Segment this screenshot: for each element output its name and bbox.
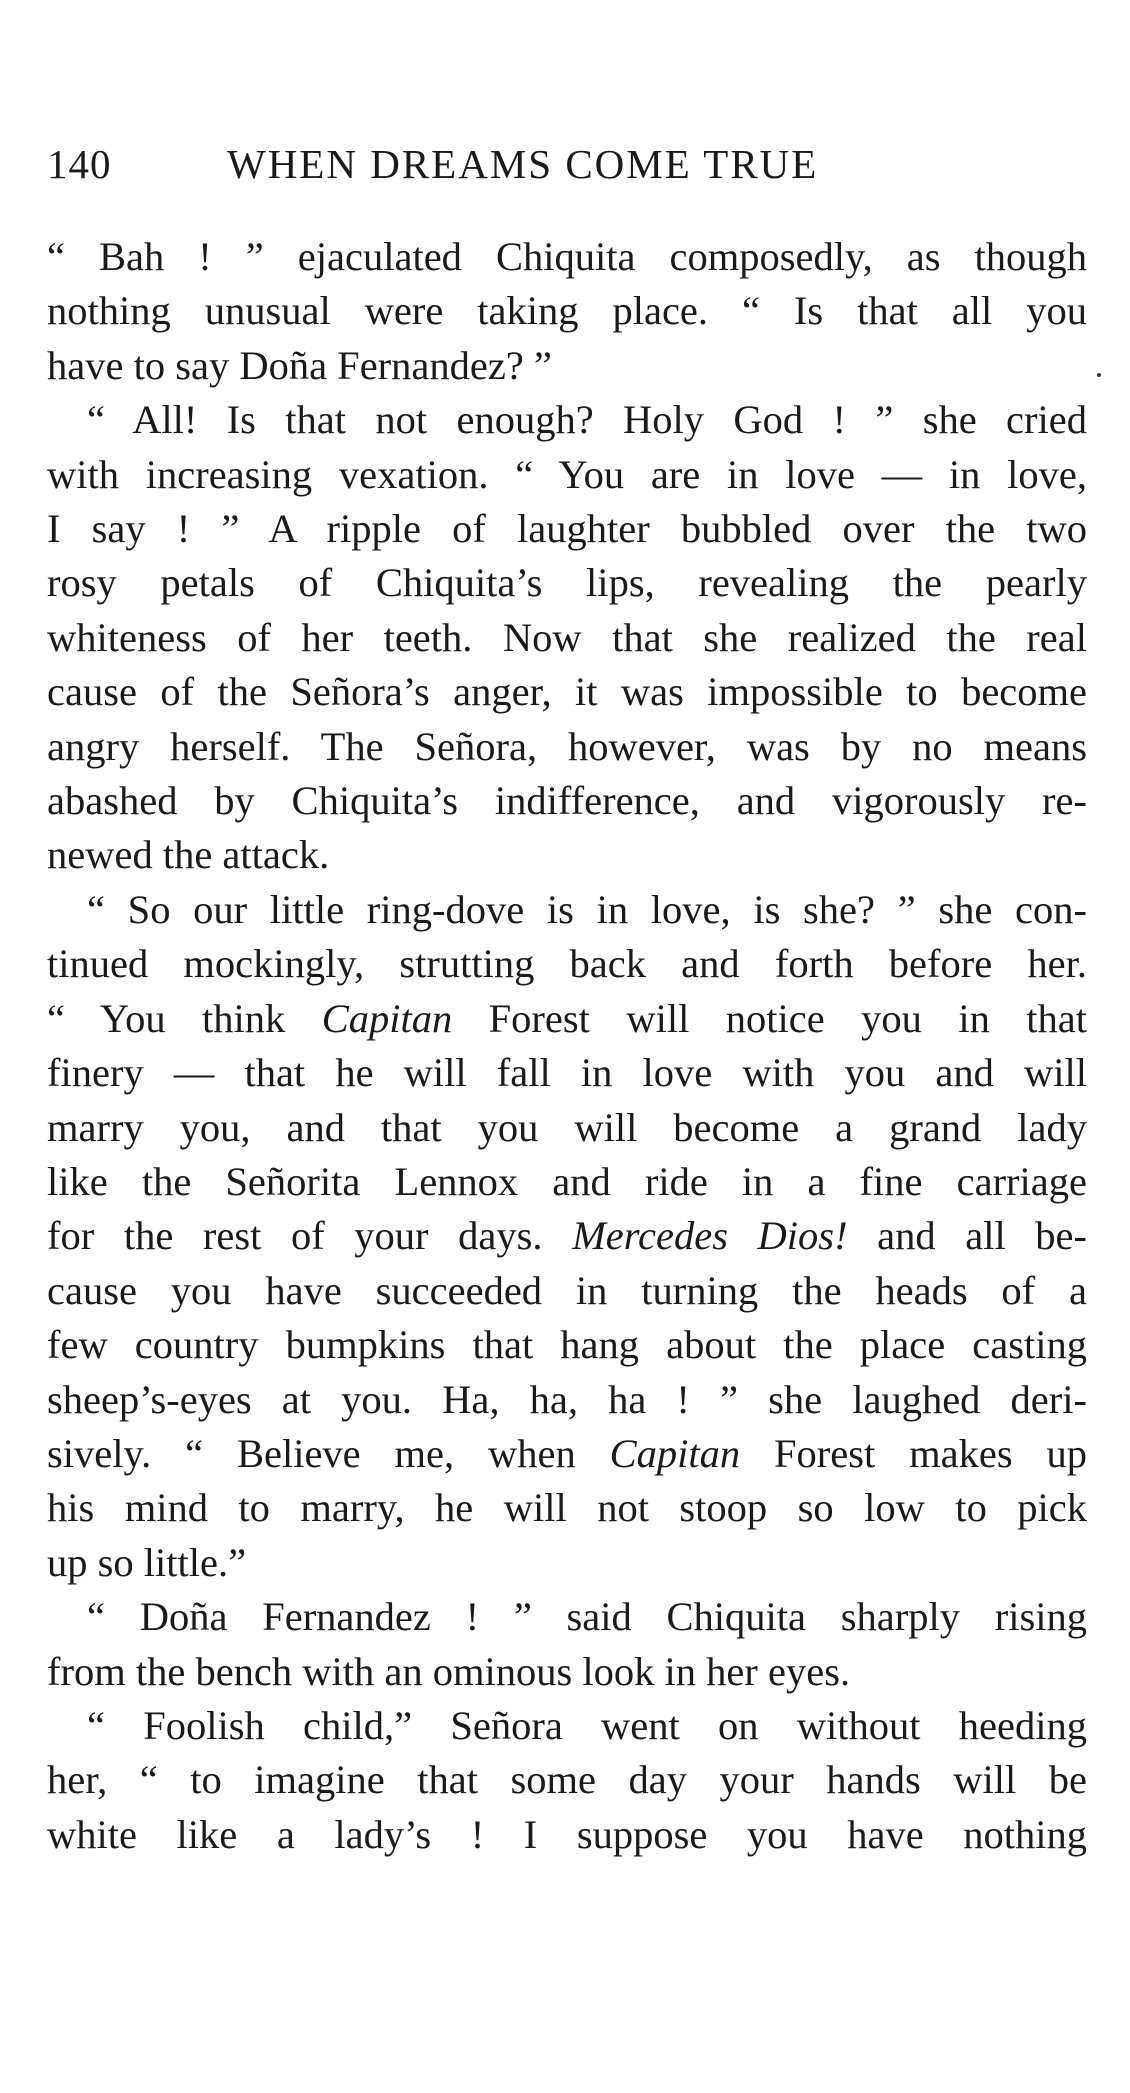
text-line: sively. “ Believe me, when Capitan Forest makes up — [47, 1430, 1088, 1476]
text-line: newed the attack. — [47, 832, 330, 878]
text-line: “ So our little ring-dove is in love, is she? ” she con- — [87, 886, 1087, 932]
text-line: finery — that he will fall in love with you and will — [47, 1050, 1087, 1096]
text-line: nothing unusual were taking place. “ Is that all you — [47, 288, 1087, 334]
text-line: for the rest of your days. Mercedes Dios! and all be- — [47, 1213, 1087, 1259]
text-line: tinued mockingly, strutting back and forth before her. — [47, 941, 1087, 987]
text-line: abashed by Chiquita’s indifference, and vigorously re- — [47, 778, 1087, 824]
text-line: rosy petals of Chiquita’s lips, revealing the pearly — [47, 560, 1087, 606]
text-line: few country bumpkins that hang about the place casting — [47, 1322, 1087, 1368]
text-line: like the Señorita Lennox and ride in a fine carriage — [47, 1158, 1087, 1204]
print-speck — [1097, 373, 1101, 377]
text-line: from the bench with an ominous look in her eyes. — [47, 1648, 851, 1694]
text-line: whiteness of her teeth. Now that she realized the real — [47, 614, 1087, 660]
text-line: up so little.” — [47, 1539, 247, 1585]
text-line: cause you have succeeded in turning the heads of a — [47, 1267, 1087, 1313]
text-line: have to say Doña Fernandez? ” — [47, 342, 552, 388]
text-line: marry you, and that you will become a grand lady — [47, 1104, 1087, 1150]
text-line: I say ! ” A ripple of laughter bubbled over the two — [47, 506, 1087, 552]
book-page — [47, 140, 1087, 1862]
text-line: cause of the Señora’s anger, it was impossible to become — [47, 669, 1087, 715]
text-line: sheep’s-eyes at you. Ha, ha, ha ! ” she laughed deri- — [47, 1376, 1087, 1422]
page-number: 140 — [47, 141, 112, 187]
running-head — [47, 140, 1087, 200]
text-line: “ You think Capitan Forest will notice you in that — [47, 995, 1087, 1041]
text-line: white like a lady’s ! I suppose you have nothing — [47, 1811, 1087, 1857]
text-line: his mind to marry, he will not stoop so low to pick — [47, 1485, 1087, 1531]
text-line: “ Doña Fernandez ! ” said Chiquita sharply rising — [87, 1594, 1087, 1640]
text-line: “ Bah ! ” ejaculated Chiquita composedly, as though — [47, 234, 1087, 279]
text-line: with increasing vexation. “ You are in love — in love, — [47, 451, 1087, 497]
text-line: her, “ to imagine that some day your hands will be — [47, 1757, 1087, 1803]
text-line: “ All! Is that not enough? Holy God ! ” she cried — [87, 397, 1087, 443]
body-text — [47, 230, 1087, 1862]
text-line: “ Foolish child,” Señora went on without heeding — [87, 1702, 1087, 1748]
text-line: angry herself. The Señora, however, was by no means — [47, 723, 1087, 769]
running-title: WHEN DREAMS COME TRUE — [227, 141, 819, 187]
